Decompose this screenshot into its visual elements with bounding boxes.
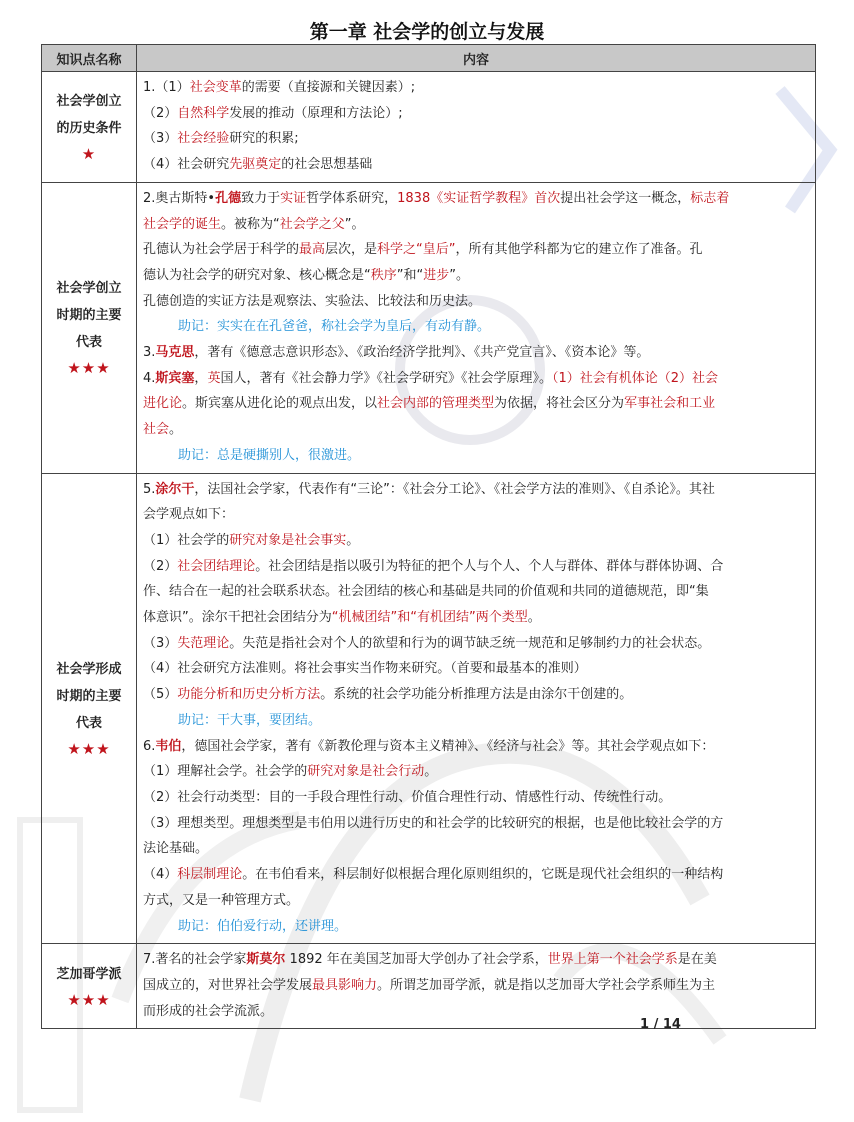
highlight-text: 秩序	[370, 267, 397, 283]
highlight-text: 社会学的诞生	[143, 216, 222, 232]
body-text: 发展的推动（原理和方法论）;	[229, 105, 403, 121]
table-row	[42, 182, 816, 473]
highlight-text: 涂尔干	[155, 481, 195, 497]
body-text: 。社会团结是指以吸引为特征的把个人与个人、个人与群体、群体与群体协调、合	[255, 558, 724, 574]
content-line	[143, 811, 809, 837]
body-text: ”。	[449, 267, 470, 283]
body-text: 。在韦伯看来，科层制好似根据合理化原则组织的，它既是现代社会组织的一种结构	[242, 867, 724, 883]
highlight-text: 英	[207, 370, 221, 386]
body-text: （4）社会研究	[143, 157, 230, 173]
body-text: 5.	[143, 481, 156, 497]
body-text: 孔德认为社会学居于科学的	[143, 242, 300, 258]
body-text: （1）社会学的	[143, 532, 230, 548]
table-row	[42, 944, 816, 1029]
content-line	[143, 734, 809, 760]
body-text: （2）	[143, 105, 178, 121]
page-title: 第一章 社会学的创立与发展	[309, 21, 545, 43]
row-content	[137, 944, 816, 1029]
row-content	[137, 473, 816, 944]
highlight-text: 社会变革	[189, 80, 242, 95]
highlight-text: 斯宾塞	[155, 370, 195, 386]
body-text: （2）社会行动类型：目的一手段合理性行动、价值合理性行动、情感性行动、传统性行动。	[143, 789, 672, 805]
content-line	[143, 443, 809, 469]
body-text: （2）	[143, 558, 178, 574]
body-text: 6.	[143, 738, 156, 754]
content-line	[143, 836, 809, 862]
highlight-text: 社会学之父	[279, 216, 345, 232]
importance-stars: ★★★	[67, 359, 111, 378]
header-content: 内容	[137, 45, 816, 72]
content-line	[143, 237, 809, 263]
body-text: 体意识”。涂尔干把社会团结分为	[143, 610, 332, 626]
mnemonic-text: 助记：总是硬撕别人，很激进。	[178, 447, 361, 463]
importance-stars: ★★★	[67, 739, 111, 758]
body-text: 国人，著有《社会静力学》《社会学研究》《社会学原理》。	[220, 370, 552, 386]
body-text: ，	[194, 370, 208, 386]
highlight-text: “机械团结”和“有机团结”两个类型	[331, 610, 528, 626]
highlight-text: 世界上第一个社会学系	[547, 952, 678, 968]
content-line	[143, 682, 809, 708]
content-line	[143, 417, 809, 443]
highlight-text: 军事社会和工业	[624, 396, 716, 412]
body-text: 研究的积累;	[229, 131, 299, 147]
highlight-text: 1838《实证哲学教程》首次	[397, 190, 561, 206]
body-text: （3）	[143, 131, 178, 147]
body-text: 。所谓芝加哥学派，就是指以芝加哥大学社会学系师生为主	[377, 977, 716, 993]
body-text: 。	[424, 764, 438, 780]
row-topic: 芝加哥学派 ★★★	[42, 944, 137, 1029]
header-knowledge-point: 知识点名称	[42, 45, 137, 72]
body-text: 的社会思想基础	[281, 157, 373, 173]
body-text: 而形成的社会学流派。	[143, 1003, 274, 1019]
row-topic: 社会学创立 的历史条件 ★	[42, 72, 137, 183]
body-text: 会学观点如下：	[143, 507, 235, 523]
body-text: 致力于	[241, 190, 281, 206]
content-line	[143, 152, 809, 178]
body-text: 法论基础。	[143, 841, 209, 857]
body-text: 2.奥古斯特•	[143, 190, 216, 206]
row-content	[137, 72, 816, 183]
highlight-text: 科层制理论	[177, 867, 243, 883]
content-line	[143, 366, 809, 392]
highlight-text: 研究对象是社会行动	[307, 764, 425, 780]
highlight-text: 功能分析和历史分析方法	[177, 687, 321, 703]
body-text: ”。	[344, 216, 365, 232]
body-text: ，法国社会学家，代表作有“三论”：《社会分工论》、《社会学方法的准则》、《自杀论》。其社	[194, 481, 715, 497]
content-line	[143, 75, 809, 101]
mnemonic-text: 助记：干大事，要团结。	[178, 712, 322, 728]
content-line	[143, 528, 809, 554]
body-text: 方式，又是一种管理方式。	[143, 892, 300, 908]
body-text: 。	[346, 532, 360, 548]
body-text: 。系统的社会学功能分析推理方法是由涂尔干创建的。	[320, 687, 633, 703]
highlight-text: 最高	[299, 242, 326, 258]
highlight-text: 孔德	[215, 190, 242, 206]
highlight-text: 实证	[280, 190, 307, 206]
highlight-text: （1）社会有机体论（2）社会	[551, 370, 719, 386]
content-line	[143, 862, 809, 888]
highlight-text: 社会团结理论	[177, 558, 256, 574]
content-line	[143, 999, 809, 1025]
body-text: 的需要（直接源和关键因素）;	[241, 80, 416, 95]
body-text: 。	[527, 610, 541, 626]
highlight-text: 斯莫尔	[246, 952, 286, 968]
body-text: 。斯宾塞从进化论的观点出发，以	[182, 396, 378, 412]
body-text: （4）社会研究方法准则。将社会事实当作物来研究。（首要和最基本的准则）	[143, 661, 587, 677]
content-line	[143, 888, 809, 914]
body-text: （5）	[143, 687, 178, 703]
highlight-text: 社会经验	[177, 131, 230, 147]
content-line	[143, 973, 809, 999]
highlight-text: 失范理论	[177, 635, 230, 651]
table-header-row	[42, 45, 816, 72]
content-line	[143, 212, 809, 238]
row-content	[137, 182, 816, 473]
highlight-text: 研究对象是社会事实	[229, 532, 347, 548]
body-text: 4.	[143, 370, 156, 386]
content-line	[143, 914, 809, 940]
body-text: （4）	[143, 867, 178, 883]
body-text: 1892 年在美国芝加哥大学创办了社会学系，	[285, 952, 548, 968]
body-text: 。	[169, 422, 183, 438]
mnemonic-text: 助记：实实在在孔爸爸，称社会学为皇后，有动有静。	[178, 319, 491, 335]
body-text: 孔德创造的实证方法是观察法、实验法、比较法和历史法。	[143, 293, 482, 309]
table-row	[42, 72, 816, 183]
content-line	[143, 391, 809, 417]
highlight-text: 社会内部的管理类型	[377, 396, 495, 412]
table-row	[42, 473, 816, 944]
content-line	[143, 759, 809, 785]
body-text: ，著有《德意志意识形态》、《政治经济学批判》、《共产党宣言》、《资本论》等。	[194, 345, 650, 361]
highlight-text: 最具影响力	[312, 977, 378, 993]
row-topic: 社会学创立 时期的主要 代表 ★★★	[42, 182, 137, 473]
page-number: 1 / 14	[640, 1017, 681, 1032]
content-line	[143, 785, 809, 811]
content-line	[143, 579, 809, 605]
content-line	[143, 126, 809, 152]
body-text: 作、结合在一起的社会联系状态。社会团结的核心和基础是共同的价值观和共同的道德规范，即“集	[143, 584, 709, 600]
content-line	[143, 947, 809, 973]
row-topic: 社会学形成 时期的主要 代表 ★★★	[42, 473, 137, 944]
body-text: 德认为社会学的研究对象、核心概念是“	[143, 267, 371, 283]
content-line	[143, 708, 809, 734]
content-line	[143, 186, 809, 212]
importance-stars: ★	[81, 144, 97, 163]
highlight-text: 进步	[423, 267, 450, 283]
body-text: 哲学体系研究，	[306, 190, 398, 206]
content-line	[143, 314, 809, 340]
body-text: 1.（1）	[143, 80, 190, 95]
content-line	[143, 605, 809, 631]
body-text: 。失范是指社会对个人的欲望和行为的调节缺乏统一规范和足够制约力的社会状态。	[229, 635, 711, 651]
mnemonic-text: 助记：伯伯爱行动，还讲理。	[178, 918, 348, 934]
body-text: （3）理想类型。理想类型是韦伯用以进行历史的和社会学的比较研究的根据，也是他比较社会学的方	[143, 815, 724, 831]
highlight-text: 韦伯	[155, 738, 182, 754]
content-line	[143, 340, 809, 366]
content-line	[143, 502, 809, 528]
content-line	[143, 101, 809, 127]
body-text: （1）理解社会学。社会学的	[143, 764, 308, 780]
highlight-text: 进化论	[143, 396, 183, 412]
content-line	[143, 656, 809, 682]
body-text: （3）	[143, 635, 178, 651]
body-text: 为依据，将社会区分为	[494, 396, 625, 412]
body-text: ，德国社会学家，著有《新教伦理与资本主义精神》、《经济与社会》等。其社会学观点如下：	[181, 738, 715, 754]
content-line	[143, 631, 809, 657]
highlight-text: 先驱奠定	[229, 157, 282, 173]
body-text: 国成立的，对世界社会学发展	[143, 977, 313, 993]
content-line	[143, 477, 809, 503]
body-text: 层次，是	[325, 242, 378, 258]
body-text: 。被称为“	[221, 216, 280, 232]
body-text: 3.	[143, 345, 156, 361]
content-line	[143, 554, 809, 580]
importance-stars: ★★★	[67, 990, 111, 1009]
knowledge-table	[41, 44, 816, 1029]
highlight-text: 马克思	[155, 345, 195, 361]
body-text: 是在美	[677, 952, 717, 968]
highlight-text: 社会	[143, 422, 170, 438]
body-text: 提出社会学这一概念，	[560, 190, 691, 206]
highlight-text: 科学之“皇后”	[377, 242, 456, 258]
body-text: ，所有其他学科都为它的建立作了准备。孔	[455, 242, 703, 258]
content-line	[143, 289, 809, 315]
body-text: ”和“	[396, 267, 424, 283]
highlight-text: 自然科学	[177, 105, 230, 121]
content-line	[143, 263, 809, 289]
highlight-text: 标志着	[690, 190, 730, 206]
body-text: 7.著名的社会学家	[143, 952, 247, 968]
